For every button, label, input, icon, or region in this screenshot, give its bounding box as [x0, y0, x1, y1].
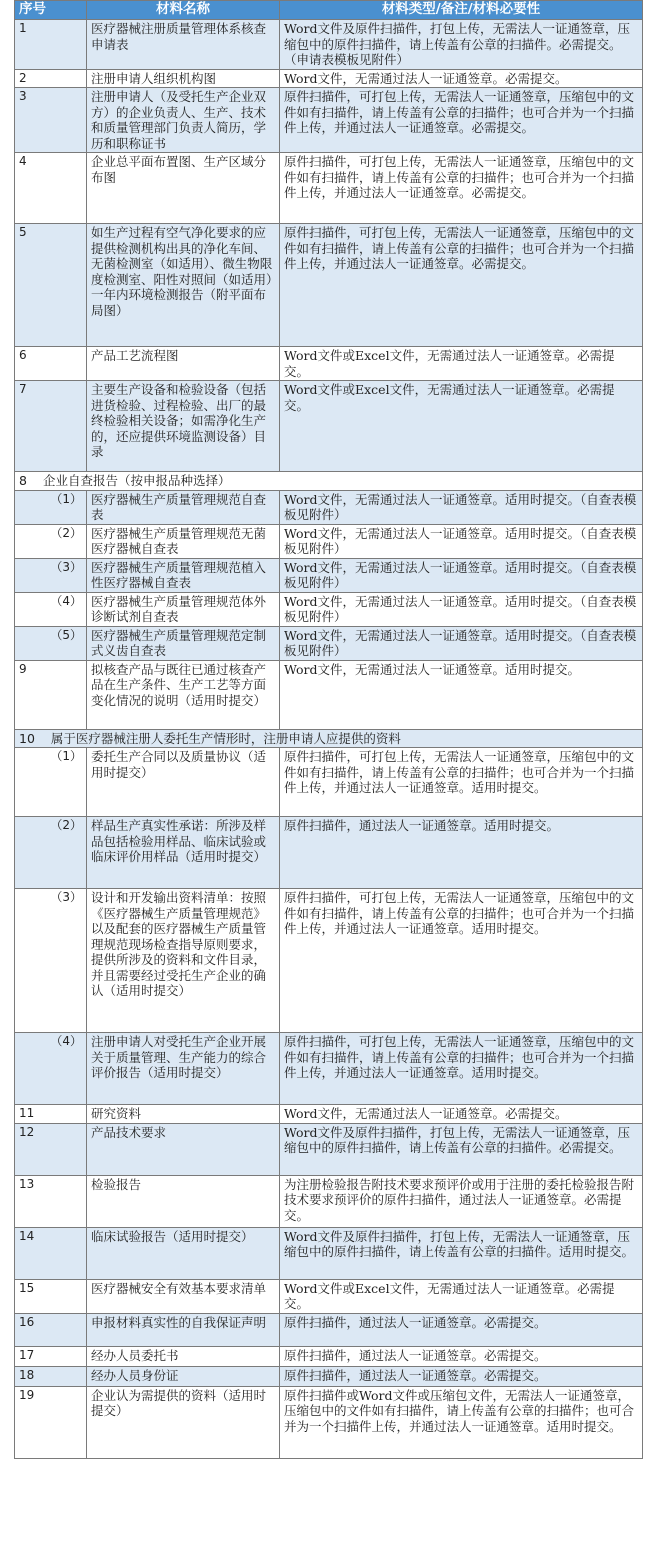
- sub-item-row: [15, 592, 643, 626]
- sub-item-row: [15, 748, 643, 817]
- material-name-cell: 产品工艺流程图: [87, 347, 280, 381]
- table-row: [15, 69, 643, 88]
- table-body: [15, 20, 643, 1459]
- material-note-cell: 原件扫描件，可打包上传，无需法人一证通签章，压缩包中的文件如有扫描件，请上传盖有公章的扫描件；也可合并为一个扫描件上传，并通过法人一证通签章。适用时提交。: [280, 748, 643, 817]
- material-note-cell: Word文件及原件扫描件，打包上传，无需法人一证通签章，压缩包中的原件扫描件，请上传盖有公章的扫描件。适用时提交。: [280, 1227, 643, 1279]
- material-note-cell: Word文件，无需通过法人一证通签章。必需提交。: [280, 1105, 643, 1124]
- table-row: [15, 1313, 643, 1346]
- section-number: 10: [19, 730, 35, 746]
- table-row: [15, 153, 643, 224]
- sub-item-number: （4）: [15, 592, 87, 626]
- material-name-cell: 设计和开发输出资料清单：按照《医疗器械生产质量管理规范》以及配套的医疗器械生产质量管理规范现场检查指导原则要求，提供所涉及的资料和文件目录，并且需要经过受托生产企业的确认（适用时提交）: [87, 889, 280, 1033]
- serial-number-cell: 11: [15, 1105, 87, 1124]
- material-name-cell: 企业认为需提供的资料（适用时提交）: [87, 1386, 280, 1458]
- serial-number-cell: 15: [15, 1279, 87, 1313]
- sub-item-number: （2）: [15, 817, 87, 889]
- section-title-cell: [15, 472, 643, 491]
- table-row: [15, 1105, 643, 1124]
- section-title: 属于医疗器械注册人委托生产情形时，注册申请人应提供的资料: [50, 730, 401, 746]
- section-title: 企业自查报告（按申报品种选择）: [42, 473, 231, 488]
- material-name-cell: 拟核查产品与既往已通过核查产品在生产条件、生产工艺等方面变化情况的说明（适用时提交）: [87, 660, 280, 729]
- table-row: [15, 1279, 643, 1313]
- material-name-cell: 企业总平面布置图、生产区域分布图: [87, 153, 280, 224]
- material-name-cell: 研究资料: [87, 1105, 280, 1124]
- material-note-cell: Word文件及原件扫描件，打包上传，无需法人一证通签章，压缩包中的原件扫描件，请上传盖有公章的扫描件。必需提交。: [280, 1123, 643, 1175]
- serial-number-cell: 16: [15, 1313, 87, 1346]
- table-row: [15, 1386, 643, 1458]
- material-note-cell: Word文件或Excel文件，无需通过法人一证通签章。必需提交。: [280, 1279, 643, 1313]
- sub-item-row: [15, 524, 643, 558]
- sub-item-row: [15, 558, 643, 592]
- material-note-cell: 原件扫描件，可打包上传，无需法人一证通签章，压缩包中的文件如有扫描件，请上传盖有公章的扫描件；也可合并为一个扫描件上传，并通过法人一证通签章。必需提交。: [280, 153, 643, 224]
- material-name-cell: 医疗器械生产质量管理规范无菌医疗器械自查表: [87, 524, 280, 558]
- material-note-cell: 原件扫描件，通过法人一证通签章。适用时提交。: [280, 817, 643, 889]
- table-row: [15, 1227, 643, 1279]
- material-name-cell: 产品技术要求: [87, 1123, 280, 1175]
- table-row: [15, 20, 643, 70]
- materials-table: [14, 0, 643, 1459]
- material-name-cell: 医疗器械生产质量管理规范植入性医疗器械自查表: [87, 558, 280, 592]
- header-row: [15, 1, 643, 20]
- material-note-cell: 原件扫描件，通过法人一证通签章。必需提交。: [280, 1346, 643, 1366]
- serial-number-cell: 14: [15, 1227, 87, 1279]
- material-note-cell: 原件扫描件，可打包上传，无需法人一证通签章，压缩包中的文件如有扫描件，请上传盖有公章的扫描件；也可合并为一个扫描件上传，并通过法人一证通签章。适用时提交。: [280, 1033, 643, 1105]
- material-name-cell: 注册申请人组织机构图: [87, 69, 280, 88]
- table-row: [15, 224, 643, 347]
- sub-item-row: [15, 889, 643, 1033]
- sub-item-row: [15, 490, 643, 524]
- material-note-cell: 为注册检验报告附技术要求预评价或用于注册的委托检验报告附技术要求预评价的原件扫描件，通过法人一证通签章。必需提交。: [280, 1175, 643, 1227]
- material-note-cell: Word文件及原件扫描件，打包上传，无需法人一证通签章，压缩包中的原件扫描件，请上传盖有公章的扫描件。必需提交。（申请表模板见附件）: [280, 20, 643, 70]
- serial-number-cell: 4: [15, 153, 87, 224]
- sub-item-number: （3）: [15, 558, 87, 592]
- material-name-cell: 主要生产设备和检验设备（包括进货检验、过程检验、出厂的最终检验相关设备；如需净化生产的，还应提供环境监测设备）目录: [87, 381, 280, 472]
- sub-item-row: [15, 817, 643, 889]
- sub-item-number: （2）: [15, 524, 87, 558]
- serial-number-cell: 19: [15, 1386, 87, 1458]
- serial-number-cell: 1: [15, 20, 87, 70]
- table-row: [15, 1123, 643, 1175]
- table-row: [15, 88, 643, 153]
- section-number: 8: [19, 473, 27, 488]
- material-note-cell: 原件扫描件，通过法人一证通签章。必需提交。: [280, 1366, 643, 1386]
- material-name-cell: 注册申请人对受托生产企业开展关于质量管理、生产能力的综合评价报告（适用时提交）: [87, 1033, 280, 1105]
- serial-number-cell: 2: [15, 69, 87, 88]
- sub-item-number: （5）: [15, 626, 87, 660]
- material-note-cell: Word文件或Excel文件，无需通过法人一证通签章。必需提交。: [280, 381, 643, 472]
- table-header: [15, 1, 643, 20]
- material-note-cell: Word文件，无需通过法人一证通签章。适用时提交。（自查表模板见附件）: [280, 626, 643, 660]
- material-note-cell: Word文件或Excel文件，无需通过法人一证通签章。必需提交。: [280, 347, 643, 381]
- material-name-cell: 申报材料真实性的自我保证声明: [87, 1313, 280, 1346]
- section-row: [15, 729, 643, 748]
- material-name-cell: 医疗器械安全有效基本要求清单: [87, 1279, 280, 1313]
- sub-item-number: （4）: [15, 1033, 87, 1105]
- serial-number-cell: 9: [15, 660, 87, 729]
- material-note-cell: 原件扫描件，可打包上传，无需法人一证通签章，压缩包中的文件如有扫描件，请上传盖有公章的扫描件；也可合并为一个扫描件上传，并通过法人一证通签章。必需提交。: [280, 224, 643, 347]
- table-row: [15, 1175, 643, 1227]
- material-name-cell: 医疗器械生产质量管理规范自查表: [87, 490, 280, 524]
- table-row: [15, 1366, 643, 1386]
- material-name-cell: 经办人员委托书: [87, 1346, 280, 1366]
- sub-item-number: （1）: [15, 748, 87, 817]
- material-name-cell: 医疗器械注册质量管理体系核查申请表: [87, 20, 280, 70]
- material-note-cell: Word文件，无需通过法人一证通签章。适用时提交。（自查表模板见附件）: [280, 524, 643, 558]
- material-note-cell: Word文件，无需通过法人一证通签章。适用时提交。（自查表模板见附件）: [280, 558, 643, 592]
- table-row: [15, 660, 643, 729]
- table-row: [15, 347, 643, 381]
- material-name-cell: 医疗器械生产质量管理规范体外诊断试剂自查表: [87, 592, 280, 626]
- sub-item-row: [15, 1033, 643, 1105]
- section-title-cell: [15, 729, 643, 748]
- material-name-cell: 临床试验报告（适用时提交）: [87, 1227, 280, 1279]
- sub-item-number: （1）: [15, 490, 87, 524]
- serial-number-cell: 7: [15, 381, 87, 472]
- serial-number-cell: 3: [15, 88, 87, 153]
- material-name-cell: 检验报告: [87, 1175, 280, 1227]
- material-note-cell: 原件扫描件或Word文件或压缩包文件，无需法人一证通签章，压缩包中的文件如有扫描件，请上传盖有公章的扫描件；也可合并为一个扫描件上传，并通过法人一证通签章。适用时提交。: [280, 1386, 643, 1458]
- header-material-type-note: 材料类型/备注/材料必要性: [280, 1, 643, 20]
- material-note-cell: 原件扫描件，可打包上传，无需法人一证通签章，压缩包中的文件如有扫描件，请上传盖有公章的扫描件；也可合并为一个扫描件上传，并通过法人一证通签章。必需提交。: [280, 88, 643, 153]
- sub-item-number: （3）: [15, 889, 87, 1033]
- material-name-cell: 注册申请人（及受托生产企业双方）的企业负责人、生产、技术和质量管理部门负责人简历，学历和职称证书: [87, 88, 280, 153]
- material-name-cell: 医疗器械生产质量管理规范定制式义齿自查表: [87, 626, 280, 660]
- serial-number-cell: 18: [15, 1366, 87, 1386]
- header-serial-number: 序号: [15, 1, 87, 20]
- header-material-name: 材料名称: [87, 1, 280, 20]
- material-note-cell: 原件扫描件，可打包上传，无需法人一证通签章，压缩包中的文件如有扫描件，请上传盖有公章的扫描件；也可合并为一个扫描件上传，并通过法人一证通签章。适用时提交。: [280, 889, 643, 1033]
- material-note-cell: Word文件，无需通过法人一证通签章。适用时提交。（自查表模板见附件）: [280, 592, 643, 626]
- material-note-cell: Word文件，无需通过法人一证通签章。适用时提交。: [280, 660, 643, 729]
- serial-number-cell: 6: [15, 347, 87, 381]
- serial-number-cell: 17: [15, 1346, 87, 1366]
- serial-number-cell: 12: [15, 1123, 87, 1175]
- material-name-cell: 委托生产合同以及质量协议（适用时提交）: [87, 748, 280, 817]
- material-name-cell: 样品生产真实性承诺：所涉及样品包括检验用样品、临床试验或临床评价用样品（适用时提交）: [87, 817, 280, 889]
- table-row: [15, 381, 643, 472]
- material-name-cell: 经办人员身份证: [87, 1366, 280, 1386]
- table-row: [15, 1346, 643, 1366]
- sub-item-row: [15, 626, 643, 660]
- serial-number-cell: 13: [15, 1175, 87, 1227]
- serial-number-cell: 5: [15, 224, 87, 347]
- material-name-cell: 如生产过程有空气净化要求的应提供检测机构出具的净化车间、无菌检测室（如适用）、微生物限度检测室、阳性对照间（如适用）一年内环境检测报告（附平面布局图）: [87, 224, 280, 347]
- material-note-cell: Word文件，无需通过法人一证通签章。适用时提交。（自查表模板见附件）: [280, 490, 643, 524]
- material-note-cell: 原件扫描件，通过法人一证通签章。必需提交。: [280, 1313, 643, 1346]
- section-row: [15, 472, 643, 491]
- material-note-cell: Word文件，无需通过法人一证通签章。必需提交。: [280, 69, 643, 88]
